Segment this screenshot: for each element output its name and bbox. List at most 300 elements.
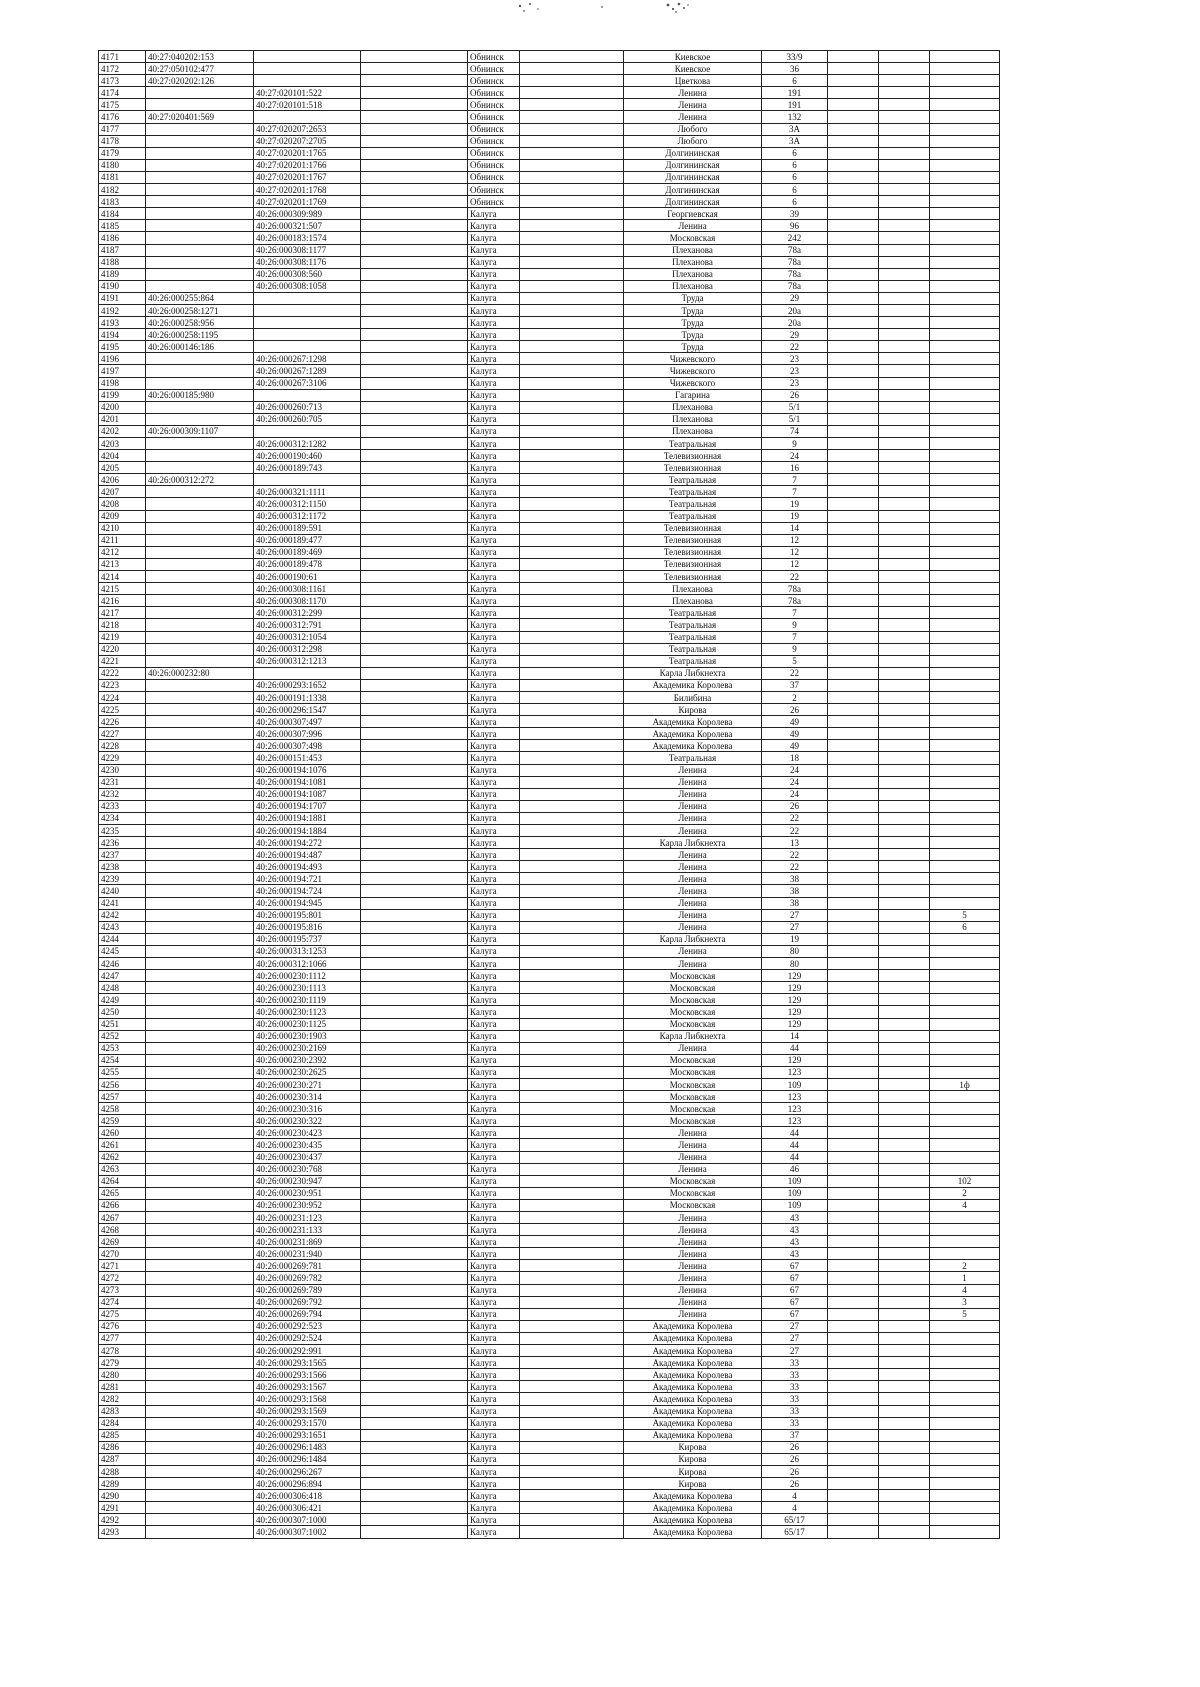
street-cell: Ленина	[624, 99, 762, 111]
city-cell: Калуга	[468, 788, 520, 800]
cadastral-number-premises-cell: 40:26:000293:1652	[254, 679, 361, 691]
apartment-number-cell	[930, 885, 1000, 897]
house-number-cell: 109	[762, 1175, 828, 1187]
cadastral-number-building-cell	[146, 196, 254, 208]
row-number-cell: 4262	[99, 1151, 146, 1163]
empty-column-cell	[361, 63, 468, 75]
cadastral-number-building-cell: 40:26:000258:1195	[146, 329, 254, 341]
apartment-number-cell	[930, 1042, 1000, 1054]
street-cell: Ленина	[624, 909, 762, 921]
table-row	[99, 571, 1000, 583]
cadastral-number-premises-cell	[254, 304, 361, 316]
empty-column-2-cell	[520, 655, 624, 667]
empty-column-2-cell	[520, 232, 624, 244]
apartment-number-cell	[930, 631, 1000, 643]
row-number-cell: 4187	[99, 244, 146, 256]
empty-column-3-cell	[828, 317, 879, 329]
city-cell: Калуга	[468, 740, 520, 752]
row-number-cell: 4263	[99, 1163, 146, 1175]
cadastral-number-premises-cell: 40:26:000230:423	[254, 1127, 361, 1139]
city-cell: Калуга	[468, 571, 520, 583]
apartment-number-cell	[930, 1066, 1000, 1078]
row-number-cell: 4283	[99, 1405, 146, 1417]
empty-column-3-cell	[828, 1332, 879, 1344]
empty-column-4-cell	[879, 63, 930, 75]
empty-column-2-cell	[520, 99, 624, 111]
empty-column-4-cell	[879, 1115, 930, 1127]
cadastral-number-premises-cell: 40:26:000293:1565	[254, 1357, 361, 1369]
empty-column-3-cell	[828, 87, 879, 99]
cadastral-number-premises-cell: 40:26:000296:1483	[254, 1441, 361, 1453]
empty-column-4-cell	[879, 534, 930, 546]
apartment-number-cell: 3	[930, 1296, 1000, 1308]
table-row	[99, 1224, 1000, 1236]
cadastral-number-premises-cell: 40:26:000189:743	[254, 462, 361, 474]
empty-column-2-cell	[520, 171, 624, 183]
cadastral-number-premises-cell: 40:26:000194:1881	[254, 812, 361, 824]
row-number-cell: 4278	[99, 1345, 146, 1357]
cadastral-number-building-cell	[146, 1441, 254, 1453]
empty-column-cell	[361, 522, 468, 534]
street-cell: Московская	[624, 1066, 762, 1078]
house-number-cell: 78а	[762, 256, 828, 268]
empty-column-4-cell	[879, 1042, 930, 1054]
row-number-cell: 4228	[99, 740, 146, 752]
empty-column-2-cell	[520, 571, 624, 583]
empty-column-2-cell	[520, 945, 624, 957]
city-cell: Обнинск	[468, 135, 520, 147]
empty-column-cell	[361, 958, 468, 970]
cadastral-number-building-cell	[146, 159, 254, 171]
empty-column-2-cell	[520, 438, 624, 450]
cadastral-number-premises-cell: 40:26:000194:493	[254, 861, 361, 873]
house-number-cell: 78а	[762, 268, 828, 280]
city-cell: Обнинск	[468, 196, 520, 208]
table-row	[99, 329, 1000, 341]
house-number-cell: 26	[762, 1441, 828, 1453]
city-cell: Калуга	[468, 462, 520, 474]
cadastral-number-premises-cell: 40:27:020207:2705	[254, 135, 361, 147]
cadastral-number-building-cell	[146, 885, 254, 897]
table-row	[99, 401, 1000, 413]
city-cell: Калуга	[468, 1175, 520, 1187]
empty-column-4-cell	[879, 1212, 930, 1224]
empty-column-2-cell	[520, 1236, 624, 1248]
empty-column-4-cell	[879, 208, 930, 220]
city-cell: Обнинск	[468, 75, 520, 87]
empty-column-cell	[361, 244, 468, 256]
empty-column-4-cell	[879, 353, 930, 365]
house-number-cell: 191	[762, 87, 828, 99]
apartment-number-cell	[930, 1332, 1000, 1344]
city-cell: Калуга	[468, 921, 520, 933]
cadastral-number-building-cell	[146, 546, 254, 558]
city-cell: Калуга	[468, 958, 520, 970]
city-cell: Калуга	[468, 619, 520, 631]
house-number-cell: 67	[762, 1308, 828, 1320]
cadastral-number-premises-cell: 40:26:000312:1054	[254, 631, 361, 643]
apartment-number-cell	[930, 1236, 1000, 1248]
cadastral-number-building-cell	[146, 1115, 254, 1127]
cadastral-number-premises-cell: 40:26:000230:271	[254, 1078, 361, 1090]
city-cell: Обнинск	[468, 123, 520, 135]
cadastral-number-building-cell	[146, 1393, 254, 1405]
row-number-cell: 4231	[99, 776, 146, 788]
cadastral-number-building-cell	[146, 873, 254, 885]
empty-column-cell	[361, 1405, 468, 1417]
empty-column-3-cell	[828, 704, 879, 716]
empty-column-3-cell	[828, 147, 879, 159]
cadastral-number-building-cell: 40:27:020401:569	[146, 111, 254, 123]
row-number-cell: 4199	[99, 389, 146, 401]
empty-column-2-cell	[520, 1514, 624, 1526]
street-cell: Долгининская	[624, 196, 762, 208]
empty-column-4-cell	[879, 1103, 930, 1115]
apartment-number-cell	[930, 982, 1000, 994]
row-number-cell: 4235	[99, 825, 146, 837]
empty-column-cell	[361, 1199, 468, 1211]
empty-column-cell	[361, 812, 468, 824]
house-number-cell: 19	[762, 510, 828, 522]
empty-column-cell	[361, 1320, 468, 1332]
cadastral-number-premises-cell	[254, 63, 361, 75]
empty-column-cell	[361, 921, 468, 933]
empty-column-3-cell	[828, 462, 879, 474]
row-number-cell: 4211	[99, 534, 146, 546]
city-cell: Калуга	[468, 1345, 520, 1357]
cadastral-number-building-cell	[146, 933, 254, 945]
apartment-number-cell	[930, 1490, 1000, 1502]
cadastral-number-premises-cell: 40:27:020101:522	[254, 87, 361, 99]
row-number-cell: 4219	[99, 631, 146, 643]
apartment-number-cell	[930, 256, 1000, 268]
apartment-number-cell	[930, 1320, 1000, 1332]
house-number-cell: 24	[762, 450, 828, 462]
house-number-cell: 78а	[762, 280, 828, 292]
house-number-cell: 129	[762, 982, 828, 994]
empty-column-2-cell	[520, 292, 624, 304]
cadastral-number-premises-cell: 40:26:000189:478	[254, 558, 361, 570]
apartment-number-cell	[930, 498, 1000, 510]
empty-column-2-cell	[520, 1054, 624, 1066]
cadastral-number-building-cell	[146, 655, 254, 667]
empty-column-4-cell	[879, 1066, 930, 1078]
cadastral-number-premises-cell: 40:26:000307:497	[254, 716, 361, 728]
empty-column-cell	[361, 1187, 468, 1199]
empty-column-2-cell	[520, 256, 624, 268]
empty-column-3-cell	[828, 280, 879, 292]
cadastral-number-premises-cell: 40:26:000267:1289	[254, 365, 361, 377]
city-cell: Обнинск	[468, 111, 520, 123]
empty-column-4-cell	[879, 1308, 930, 1320]
cadastral-number-building-cell	[146, 704, 254, 716]
empty-column-2-cell	[520, 800, 624, 812]
empty-column-cell	[361, 111, 468, 123]
city-cell: Калуга	[468, 1320, 520, 1332]
table-row	[99, 704, 1000, 716]
cadastral-number-building-cell	[146, 184, 254, 196]
empty-column-cell	[361, 1453, 468, 1465]
apartment-number-cell	[930, 1429, 1000, 1441]
row-number-cell: 4198	[99, 377, 146, 389]
apartment-number-cell	[930, 534, 1000, 546]
apartment-number-cell	[930, 401, 1000, 413]
cadastral-number-premises-cell: 40:26:000296:1547	[254, 704, 361, 716]
empty-column-4-cell	[879, 1393, 930, 1405]
table-row	[99, 1308, 1000, 1320]
house-number-cell: 242	[762, 232, 828, 244]
house-number-cell: 22	[762, 825, 828, 837]
row-number-cell: 4259	[99, 1115, 146, 1127]
street-cell: Долгининская	[624, 159, 762, 171]
empty-column-3-cell	[828, 389, 879, 401]
cadastral-number-premises-cell: 40:26:000293:1568	[254, 1393, 361, 1405]
empty-column-4-cell	[879, 970, 930, 982]
empty-column-4-cell	[879, 716, 930, 728]
city-cell: Калуга	[468, 970, 520, 982]
house-number-cell: 5/1	[762, 413, 828, 425]
empty-column-cell	[361, 1103, 468, 1115]
table-row	[99, 171, 1000, 183]
table-row	[99, 268, 1000, 280]
cadastral-number-premises-cell: 40:27:020201:1768	[254, 184, 361, 196]
cadastral-number-premises-cell: 40:26:000312:1282	[254, 438, 361, 450]
table-row	[99, 1030, 1000, 1042]
row-number-cell: 4257	[99, 1091, 146, 1103]
city-cell: Калуга	[468, 474, 520, 486]
empty-column-2-cell	[520, 51, 624, 63]
street-cell: Долгининская	[624, 147, 762, 159]
cadastral-number-premises-cell: 40:26:000230:1123	[254, 1006, 361, 1018]
empty-column-cell	[361, 1332, 468, 1344]
empty-column-3-cell	[828, 558, 879, 570]
table-row	[99, 643, 1000, 655]
cadastral-number-premises-cell	[254, 75, 361, 87]
empty-column-4-cell	[879, 1054, 930, 1066]
cadastral-number-building-cell	[146, 619, 254, 631]
empty-column-cell	[361, 184, 468, 196]
apartment-number-cell	[930, 329, 1000, 341]
street-cell: Ленина	[624, 849, 762, 861]
table-row	[99, 583, 1000, 595]
empty-column-2-cell	[520, 1417, 624, 1429]
table-row	[99, 280, 1000, 292]
row-number-cell: 4207	[99, 486, 146, 498]
empty-column-3-cell	[828, 1514, 879, 1526]
empty-column-4-cell	[879, 377, 930, 389]
street-cell: Театральная	[624, 752, 762, 764]
empty-column-2-cell	[520, 534, 624, 546]
house-number-cell: 67	[762, 1272, 828, 1284]
empty-column-2-cell	[520, 1175, 624, 1187]
city-cell: Калуга	[468, 1260, 520, 1272]
city-cell: Калуга	[468, 776, 520, 788]
empty-column-cell	[361, 1272, 468, 1284]
street-cell: Академика Королева	[624, 1514, 762, 1526]
house-number-cell: 6	[762, 75, 828, 87]
empty-column-cell	[361, 1345, 468, 1357]
street-cell: Московская	[624, 1018, 762, 1030]
cadastral-number-building-cell	[146, 1236, 254, 1248]
cadastral-number-premises-cell: 40:26:000230:2392	[254, 1054, 361, 1066]
cadastral-number-building-cell	[146, 994, 254, 1006]
empty-column-4-cell	[879, 812, 930, 824]
cadastral-number-premises-cell: 40:26:000230:437	[254, 1151, 361, 1163]
cadastral-number-premises-cell: 40:26:000194:721	[254, 873, 361, 885]
cadastral-number-building-cell	[146, 631, 254, 643]
empty-column-4-cell	[879, 921, 930, 933]
house-number-cell: 44	[762, 1151, 828, 1163]
row-number-cell: 4277	[99, 1332, 146, 1344]
empty-column-2-cell	[520, 897, 624, 909]
table-row	[99, 800, 1000, 812]
empty-column-2-cell	[520, 1212, 624, 1224]
table-row	[99, 546, 1000, 558]
empty-column-cell	[361, 462, 468, 474]
apartment-number-cell	[930, 268, 1000, 280]
street-cell: Ленина	[624, 861, 762, 873]
city-cell: Калуга	[468, 389, 520, 401]
cadastral-number-premises-cell: 40:26:000194:1076	[254, 764, 361, 776]
empty-column-cell	[361, 280, 468, 292]
row-number-cell: 4284	[99, 1417, 146, 1429]
city-cell: Калуга	[468, 752, 520, 764]
empty-column-3-cell	[828, 728, 879, 740]
empty-column-2-cell	[520, 329, 624, 341]
empty-column-3-cell	[828, 232, 879, 244]
table-row	[99, 752, 1000, 764]
empty-column-3-cell	[828, 486, 879, 498]
empty-column-3-cell	[828, 304, 879, 316]
cadastral-number-building-cell	[146, 1417, 254, 1429]
empty-column-4-cell	[879, 75, 930, 87]
city-cell: Калуга	[468, 256, 520, 268]
empty-column-cell	[361, 776, 468, 788]
table-row	[99, 75, 1000, 87]
empty-column-cell	[361, 534, 468, 546]
house-number-cell: 44	[762, 1042, 828, 1054]
city-cell: Калуга	[468, 1514, 520, 1526]
empty-column-cell	[361, 1151, 468, 1163]
apartment-number-cell	[930, 728, 1000, 740]
street-cell: Академика Королева	[624, 1405, 762, 1417]
apartment-number-cell	[930, 558, 1000, 570]
apartment-number-cell	[930, 933, 1000, 945]
empty-column-2-cell	[520, 1441, 624, 1453]
street-cell: Московская	[624, 1103, 762, 1115]
empty-column-4-cell	[879, 1429, 930, 1441]
empty-column-3-cell	[828, 474, 879, 486]
empty-column-2-cell	[520, 982, 624, 994]
empty-column-cell	[361, 1066, 468, 1078]
cadastral-number-building-cell	[146, 897, 254, 909]
city-cell: Калуга	[468, 897, 520, 909]
empty-column-4-cell	[879, 1018, 930, 1030]
empty-column-2-cell	[520, 123, 624, 135]
street-cell: Академика Королева	[624, 1320, 762, 1332]
empty-column-4-cell	[879, 607, 930, 619]
city-cell: Калуга	[468, 244, 520, 256]
apartment-number-cell: 2	[930, 1260, 1000, 1272]
cadastral-number-building-cell	[146, 1248, 254, 1260]
cadastral-number-building-cell	[146, 740, 254, 752]
empty-column-4-cell	[879, 1332, 930, 1344]
empty-column-4-cell	[879, 1163, 930, 1175]
cadastral-number-premises-cell: 40:26:000308:1058	[254, 280, 361, 292]
cadastral-number-premises-cell: 40:26:000312:1213	[254, 655, 361, 667]
cadastral-number-building-cell	[146, 1345, 254, 1357]
empty-column-cell	[361, 1091, 468, 1103]
cadastral-number-building-cell	[146, 728, 254, 740]
empty-column-cell	[361, 1296, 468, 1308]
empty-column-4-cell	[879, 619, 930, 631]
cadastral-number-building-cell: 40:26:000312:272	[146, 474, 254, 486]
table-row	[99, 1199, 1000, 1211]
table-row	[99, 885, 1000, 897]
empty-column-cell	[361, 571, 468, 583]
empty-column-cell	[361, 1078, 468, 1090]
row-number-cell: 4248	[99, 982, 146, 994]
empty-column-4-cell	[879, 994, 930, 1006]
house-number-cell: 5	[762, 655, 828, 667]
row-number-cell: 4220	[99, 643, 146, 655]
city-cell: Обнинск	[468, 147, 520, 159]
street-cell: Плеханова	[624, 268, 762, 280]
empty-column-2-cell	[520, 401, 624, 413]
house-number-cell: 24	[762, 764, 828, 776]
row-number-cell: 4256	[99, 1078, 146, 1090]
empty-column-3-cell	[828, 1272, 879, 1284]
empty-column-4-cell	[879, 280, 930, 292]
table-row	[99, 510, 1000, 522]
row-number-cell: 4184	[99, 208, 146, 220]
table-row	[99, 196, 1000, 208]
row-number-cell: 4210	[99, 522, 146, 534]
row-number-cell: 4178	[99, 135, 146, 147]
city-cell: Калуга	[468, 1103, 520, 1115]
street-cell: Академика Королева	[624, 728, 762, 740]
house-number-cell: 23	[762, 377, 828, 389]
empty-column-3-cell	[828, 1417, 879, 1429]
cadastral-number-premises-cell: 40:26:000269:792	[254, 1296, 361, 1308]
table-row	[99, 135, 1000, 147]
house-number-cell: 37	[762, 679, 828, 691]
city-cell: Калуга	[468, 1429, 520, 1441]
row-number-cell: 4215	[99, 583, 146, 595]
apartment-number-cell	[930, 474, 1000, 486]
table-row	[99, 498, 1000, 510]
cadastral-number-premises-cell: 40:26:000309:989	[254, 208, 361, 220]
street-cell: Академика Королева	[624, 1332, 762, 1344]
apartment-number-cell	[930, 184, 1000, 196]
house-number-cell: 26	[762, 389, 828, 401]
cadastral-number-premises-cell: 40:26:000308:1177	[254, 244, 361, 256]
empty-column-3-cell	[828, 450, 879, 462]
empty-column-4-cell	[879, 123, 930, 135]
table-row	[99, 1332, 1000, 1344]
apartment-number-cell	[930, 244, 1000, 256]
empty-column-2-cell	[520, 1151, 624, 1163]
street-cell: Плеханова	[624, 425, 762, 437]
table-row	[99, 111, 1000, 123]
cadastral-number-building-cell	[146, 1308, 254, 1320]
house-number-cell: 49	[762, 728, 828, 740]
empty-column-3-cell	[828, 837, 879, 849]
cadastral-number-premises-cell: 40:26:000189:591	[254, 522, 361, 534]
cadastral-number-premises-cell	[254, 292, 361, 304]
empty-column-cell	[361, 1393, 468, 1405]
house-number-cell: 43	[762, 1248, 828, 1260]
